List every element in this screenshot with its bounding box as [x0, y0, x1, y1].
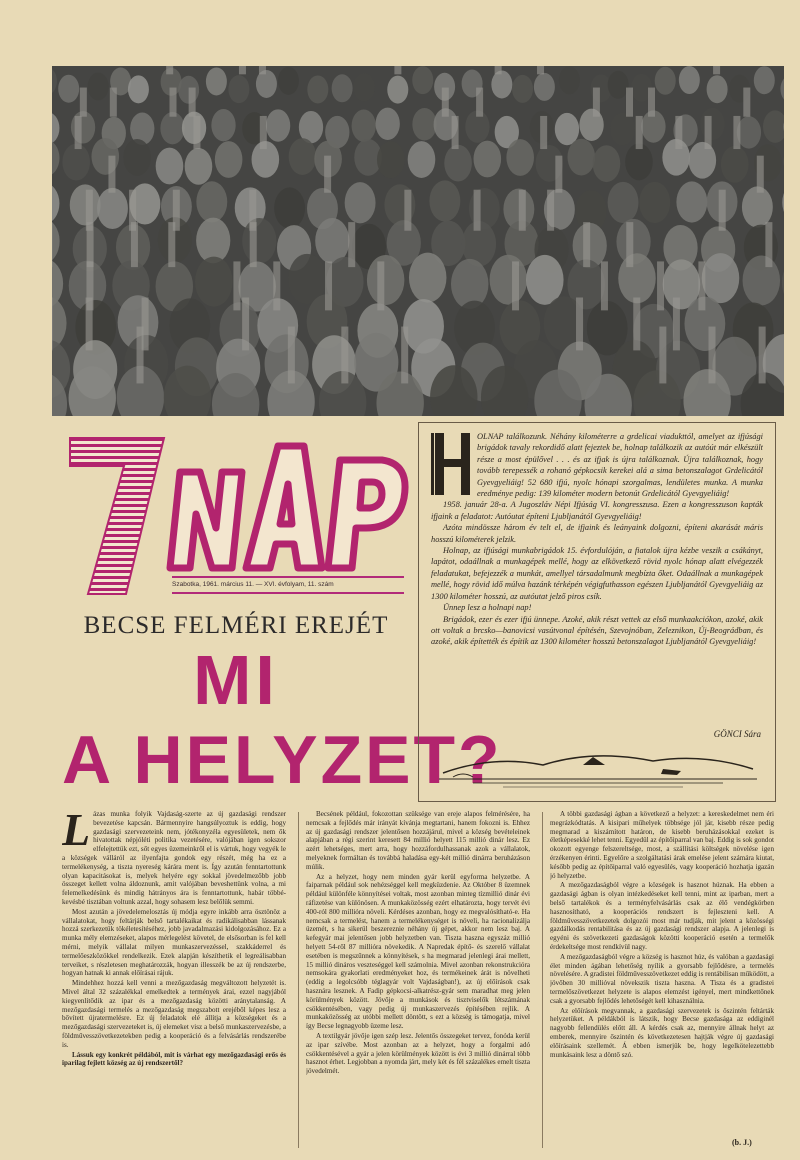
- article-column-1: [62, 810, 286, 1150]
- landscape-sketch: [433, 741, 763, 793]
- article-column-2: [306, 810, 530, 1150]
- article-byline: (b. J.): [732, 1138, 752, 1147]
- masthead-dateline: Szabotka, 1961. március 11. — XVI. évfolyam, 11. szám: [172, 576, 404, 594]
- drop-cap-l: L: [62, 810, 91, 855]
- article-paragraph: Az a helyzet, hogy nem minden gyár kerül egyforma helyzetbe. A faiparnak például sok nehézséggel kell megküzdenie. Az Október 8 üzemnek például különféle könnyítései voltak, most azonban minteg tízmillió dinár évi ráfizetése van különösen. A munkaközösség ezért elhatározta, hogy tervét évi 400-ról 800 millióra növeli. Kérdéses azonban, hogy ez megvalósítható-e. Ha nemcsak a termelést, hanem a termelékenységet is növeli, ha racionalizálja üzemét, s ha sikerül beszereznie néhány új gépet, akkor nem lesz baj. A kefegyár mai jelentősen jobb helyzetben van. Tiszta haszna egyszáz millió helyett 54-ről 87 millióra növekedik. A Napredak építő- és szerelő vállalat esetében is megszűnnek a könnyítések, s ha megmarad jelenlegi árai mellett, 15 millió dináros veszteséggel kell számolnia. Mivel azonban rekonstrukcióra nemsokára gyakorlati eredményeket hoz, és termékeinek árát is növelheti (eddig a legolcsóbb téglagyár volt Vajdaságban!), az új előírások csak hasznára lesznek. A Fadip gépkocsi-alkatrész-gyár sem maradhat meg jelen körülmények között. Jövője a munkások és tisztviselők létszámának csökkentésében, vagy pedig új munkaszervezés építésében rejlik. A munkaközösség az utóbbi mellett döntött, s ezt a község is támogatja, mivel így Becse legnagyobb üzeme lesz.: [306, 872, 530, 1031]
- editorial-paragraph: OLNAP találkozunk. Néhány kilométerre a grdelicai viadukttól, amelyet az ifjúsági brigádok tavaly rekordidő alatt fejeztek be, holnap találkozik az autóút már elkészült része a most épülővel . . . és az ifjak is újra találkoznak. Újra találkoznak, hogy tovább terepessék a rohanó gépkocsik kerekei alá a sima betonszalagot Grdelicától Gyevgyeliáig! 52 680 ifjú, nyolc hónapi szorgalmas, lendületes munka. A munka eredménye pedig: 139 kilométer modern betonút Grdelicától Gyevgyeliáig!: [477, 432, 763, 499]
- editorial-paragraph: Holnap, az ifjúsági munkabrigádok 15. évfordulóján, a fiatalok újra kézbe veszik a csákányt, lapátot, odaállnak a munkagépek mellé, hogy az elkövetkező rövid nyolc hónap alatt elvégezzék feladatukat, befejezzék a munkát, amellyel társadalmunk megbízta őket. Odaállnak a munkagépek mellé, hogy rövid idő múlva hazánk térképén végigfuthasson egészen Ljubljanától Gyevgyeliáig az 1300 kilométer hosszú, az autóutat jelző piros csík.: [431, 546, 763, 601]
- article-paragraph: A mezőgazdaságból végre a község is hasznot húz, és valóban a gazdasági élet minden ágában lehetőség nyílik a gyorsabb fejlődésre, a termelés növelésére. A gradistei földművesszövetkezet eddig is rentábilisan működött, a jövőben 30 millióval növekszik tiszta haszna. A Tisza és a gradistei termelőszövetkezet helyzete is alapos elemzést igényel, mert mindkettőnek csak a gyorsabb fejlődés lehetőségét kell kihasználnia.: [550, 952, 774, 1005]
- article-paragraph: Mindehhez hozzá kell venni a mezőgazdaság megváltozott helyzetét is. Mivel által 32 százalékkal emelkedtek a termények árai, ezzel nagyjából kiegyenlítődik az ipar és a mezőgazdaság közötti aránytalanság. A mezőgazdasági termelés a mezőgazdaság megszabott erejéből képes lesz a bővített újratermelésre. Ez új feladatok elé állítja a községeket és a mezőgazdasági szervezeteket is, új elemeket visz a belső munkaszervezésbe, a földművesszövetkezetekben pedig a kooperáció és a felvásárlás rendszerébe is.: [62, 979, 286, 1049]
- crowd-photo: [52, 66, 784, 416]
- editorial-text: [431, 431, 763, 731]
- article-paragraph: ázas munka folyik Vajdaság-szerte az új gazdasági rendszer bevezetése kapcsán. Bármennyire hangsúlyoztuk is eddig, hogy gazdasági szervezeteink nem, jótékonyzéla egyesületek, nem ők hivatottak népjóléti politika vezetésére, valójában igen sokszor elfelejtettük ezt, sőt egyes üzemeinkről el is vártuk, hogy vegyék le a községek válláról az ilyenfajta gondok egy részét, még ha ez a termelékenység, a tiszta nyereség kárára ment is. Így azután fenntartottunk olyan kapacitásokat is, melyek helyére egy sokkal jövedelmezőbb jobb összeget kellett volna áldoznunk, amit valójában beveshettünk volna, a mi felemelkedésünk és mindig hátrányos ára is fenntartottunk, habár többé-kevésbé tisztában voltunk azzal, hogy sohasem lesz belőlük semmi.: [62, 810, 286, 906]
- headline-kicker: BECSE FELMÉRI EREJÉT: [83, 612, 389, 639]
- article-paragraph: Most azután a jövedelemelosztás új módja egyre inkább arra ösztönöz a vállalatokat, hogy feltárják belső tartalékaikat és radikálisabban lássanak hozzá szerkezetük tökéletesítéséhez, jobb javadalmazási kidolgozásához. Ez a munka mély elemzéseket, alapos mérlegelést követel, de elsősorban is fel kell mérni, melyik vállalat milyen munkaszervezéssel, szakkáderrel és termelőeszközökkel rendelkezik. Ezek alapján készíthetik el legreálisabban terveiket, s részletesen meghatározzák, hogyan illesszék be az új rendszerbe, hogyan hatnak ki annak előírásai rájuk.: [62, 907, 286, 978]
- article-paragraph: Az előírások megvannak, a gazdasági szervezetek is őszintén feltárták helyzetüket. A példákból is látszik, hogy Becse gazdasága az eddiginél nagyobb fellendülés előtt áll. A kérdés csak az, mennyire állnak helyt az emberek, mennyire őszintén és következetesen hajtják végre új gazdasági előírásaink szellemét. Á ebben ismerjük be, hogy legelkötelezettebb munkásaink lesz a döntő szó.: [550, 1006, 774, 1059]
- editorial-paragraph: Ünnep lesz a holnapi nap!: [443, 603, 532, 613]
- editorial-box: [418, 422, 776, 802]
- crowd-photo-graphic: [52, 66, 784, 416]
- article-paragraph: A textilgyár jövője igen szép lesz. Jelentős összegeket tervez, fonóda kerül az ipar szívébe. Most azonban az a helyzet, hogy a forgalmi adó csökkentésével a gyár a jelen körülmények között is évi 3 millió dinárral több hasznot érhet. Legjobban a nyomda járt, mely két és fél százalékes emelt tiszta jövedelmét.: [306, 1031, 530, 1076]
- editorial-paragraph: Brigádok, ezer és ezer ifjú ünnepe. Azoké, akik részt vettek az első munkaakciókon, azoké, akik ott voltak a brcsko—banovicsi vasútvonal építésén, Szevojnóban, Zeleznikon, Új-Beográdban, és azoké, akik építették és építik az 1300 kilométer hosszú betonszalagot Ljubljanától Gyevgyeliáig!: [431, 614, 763, 647]
- headline-line-2: A HELYZET?: [62, 722, 503, 798]
- article-column-3: [550, 810, 774, 1150]
- article-paragraph: A mezőgazdaságból végre a községek is hasznot húznak. Ha ebben a gazdasági ágban is olyan intézkedéseket kell tenni, mint az iparban, mert a belső tartalékok és a terményfelvásárlás csak az élő vendégkörben hasznosítható, a kooperációs rendszert is fejleszteni kell. A földművesszövetkezetek dolgozói most már tudják, mit jelent a közösségi gazdálkodás rentabilitása és az új gazdasági rendszer alapja. A jelenlegi is egyéni és szövetkezeti gazdaságok közötti kooperáció esetén a termelők érdekeltsége most rendkívül nagy.: [550, 881, 774, 951]
- drop-cap-h: [431, 431, 477, 499]
- editorial-paragraph: Azóta mindössze három év telt el, de ifjaink és leányaink dolgozni, építeni akarását máris hosszú kilométerek jelzik.: [431, 523, 763, 544]
- article-paragraph: Becsének például, fokozottan szüksége van ereje alapos felmérésére, ha nemcsak a fejlődés már irányát kívánja megtartani, hanem fokozni is. Ehhez az új gazdasági rendszer jelentősen hozzájárul, mivel a község bevételeinek alapjában a régi szerint keresett 84 millió helyett 115 millió dinár lesz. Ez azért lehetséges, mert arra, hogy hozzáfordulhassanak azok a vállalatok, melyeknek formáltan és továbbá haladása egy-két millió dinárra beruházáson múlik.: [306, 810, 530, 871]
- editorial-paragraph: 1958. január 28-a. A Jugoszláv Népi Ifjúság VI. kongresszusa. Ezen a kongresszuson kapták ifjaink a feladatot: Autóutat építeni Ljubljanától Gyevgyeliáig!: [431, 500, 763, 521]
- headline-line-1: MI: [193, 641, 279, 719]
- article-paragraph: Lássuk egy konkrét példából, mit is várhat egy mezőgazdasági erős és iparilag fejlett község az új rendszertől?: [62, 1050, 286, 1068]
- editorial-signature: GÖNCI Sára: [713, 729, 761, 739]
- masthead-logo: [66, 432, 412, 600]
- article-body: [62, 810, 774, 1150]
- article-paragraph: A többi gazdasági ágban a következő a helyzet: a kereskedelmet nem éri megrázkódtatás. A kisipari műhelyek többsége jól jár, kisebb része pedig megmarad a kiszámított határon, de kisebb beruházásokkal ezeket is életképesekké lehet tenni. Egyedül az építőiparral van baj. Eddig is sok gondot okozott egyenge felszereltsége, most, a szállítási költségek növelése igen érzékenyen érinti. Egyelőre a szolgáltatási árak emelése jelent számára kiutat, később pedig az építőiparral való egyesülés, vagy kooperáció hozhatja igazán jó helyzetbe.: [550, 810, 774, 880]
